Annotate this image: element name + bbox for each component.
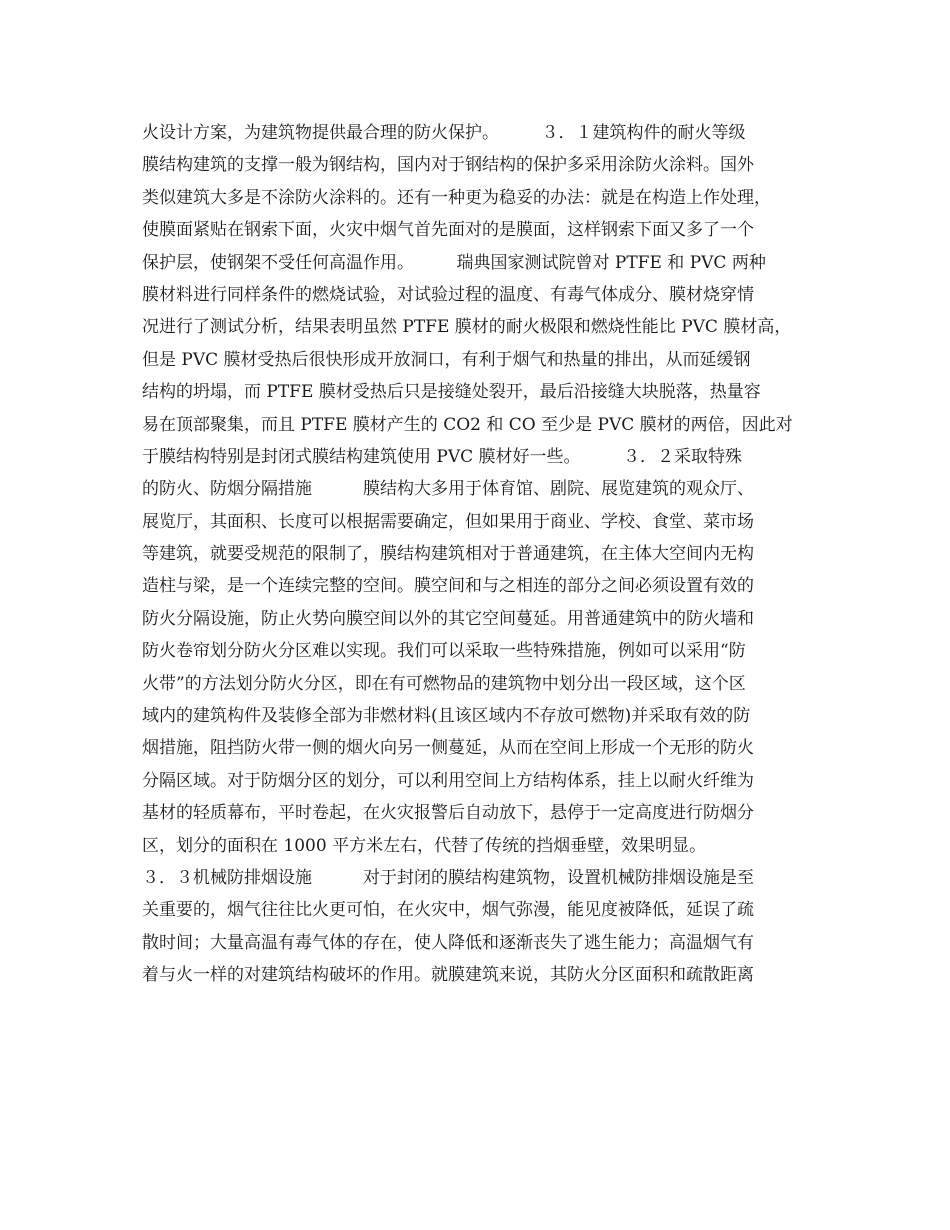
text-line-23: 区，划分的面积在 1000 平方米左右，代替了传统的挡烟垂壁，效果明显。 [142,835,707,856]
text-line-1: 火设计方案，为建筑物提供最合理的防火保护。 ３．１建筑构件的耐火等级 [142,123,746,143]
text-line-3: 类似建筑大多是不涂防火涂料的。还有一种更为稳妥的办法：就是在构造上作处理， [142,187,771,208]
text-line-7: 况进行了测试分析，结果表明虽然 PTFE 膜材的耐火极限和燃烧性能比 PVC 膜材高， [142,317,792,338]
text-line-13: 展览厅，其面积、长度可以根据需要确定，但如果用于商业、学校、食堂、菜市场 [142,511,754,532]
text-line-6: 膜材料进行同样条件的燃烧试验，对试验过程的温度、有毒气体成分、膜材烧穿情 [142,284,754,305]
text-line-20: 烟措施，阻挡防火带一侧的烟火向另一侧蔓延，从而在空间上形成一个无形的防火 [142,738,754,759]
text-line-18: 火带”的方法划分防火分区，即在有可燃物品的建筑物中划分出一段区域，这个区 [142,673,746,694]
text-line-17: 防火卷帘划分防火分区难以实现。我们可以采取一些特殊措施，例如可以采用“防 [142,641,746,662]
text-line-22: 基材的轻质幕布，平时卷起，在火灾报警后自动放下，悬停于一定高度进行防烟分 [142,803,754,824]
text-line-2: 膜结构建筑的支撑一般为钢结构，国内对于钢结构的保护多采用涂防火涂料。国外 [142,155,754,176]
text-line-11: 于膜结构特别是封闭式膜结构建筑使用 PVC 膜材好一些。 ３．２采取特殊 [142,446,743,467]
text-line-14: 等建筑，就要受规范的限制了，膜结构建筑相对于普通建筑，在主体大空间内无构 [142,544,754,565]
text-line-5: 保护层，使钢架不受任何高温作用。 瑞典国家测试院曾对 PTFE 和 PVC 两种 [142,252,766,273]
text-line-25: 关重要的，烟气往往比火更可怕，在火灾中，烟气弥漫，能见度被降低，延误了疏 [142,900,754,921]
text-line-12: 的防火、防烟分隔措施 膜结构大多用于体育馆、剧院、展览建筑的观众厅、 [142,479,754,500]
text-line-24: ３．３机械防排烟设施 对于封闭的膜结构建筑物，设置机械防排烟设施是至 [142,867,754,888]
text-line-27: 着与火一样的对建筑结构破坏的作用。就膜建筑来说，其防火分区面积和疏散距离 [142,965,754,986]
text-line-15: 造柱与梁，是一个连续完整的空间。膜空间和与之相连的部分之间必须设置有效的 [142,576,754,597]
text-line-4: 使膜面紧贴在钢索下面，火灾中烟气首先面对的是膜面，这样钢索下面又多了一个 [142,220,754,241]
body-text [142,117,842,992]
text-line-10: 易在顶部聚集，而且 PTFE 膜材产生的 CO2 和 CO 至少是 PVC 膜材的两倍，因此对 [142,414,793,435]
text-line-8: 但是 PVC 膜材受热后很快形成开放洞口，有利于烟气和热量的排出，从而延缓钢 [142,349,751,370]
text-line-16: 防火分隔设施，防止火势向膜空间以外的其它空间蔓延。用普通建筑中的防火墙和 [142,608,754,629]
text-line-9: 结构的坍塌，而 PTFE 膜材受热后只是接缝处裂开，最后沿接缝大块脱落，热量容 [142,382,761,403]
text-line-26: 散时间；大量高温有毒气体的存在，使人降低和逐渐丧失了逃生能力；高温烟气有 [142,932,754,953]
text-line-19: 域内的建筑构件及装修全部为非燃材料(且该区域内不存放可燃物)并采取有效的防 [142,706,751,727]
text-line-21: 分隔区域。对于防烟分区的划分，可以利用空间上方结构体系，挂上以耐火纤维为 [142,770,754,791]
